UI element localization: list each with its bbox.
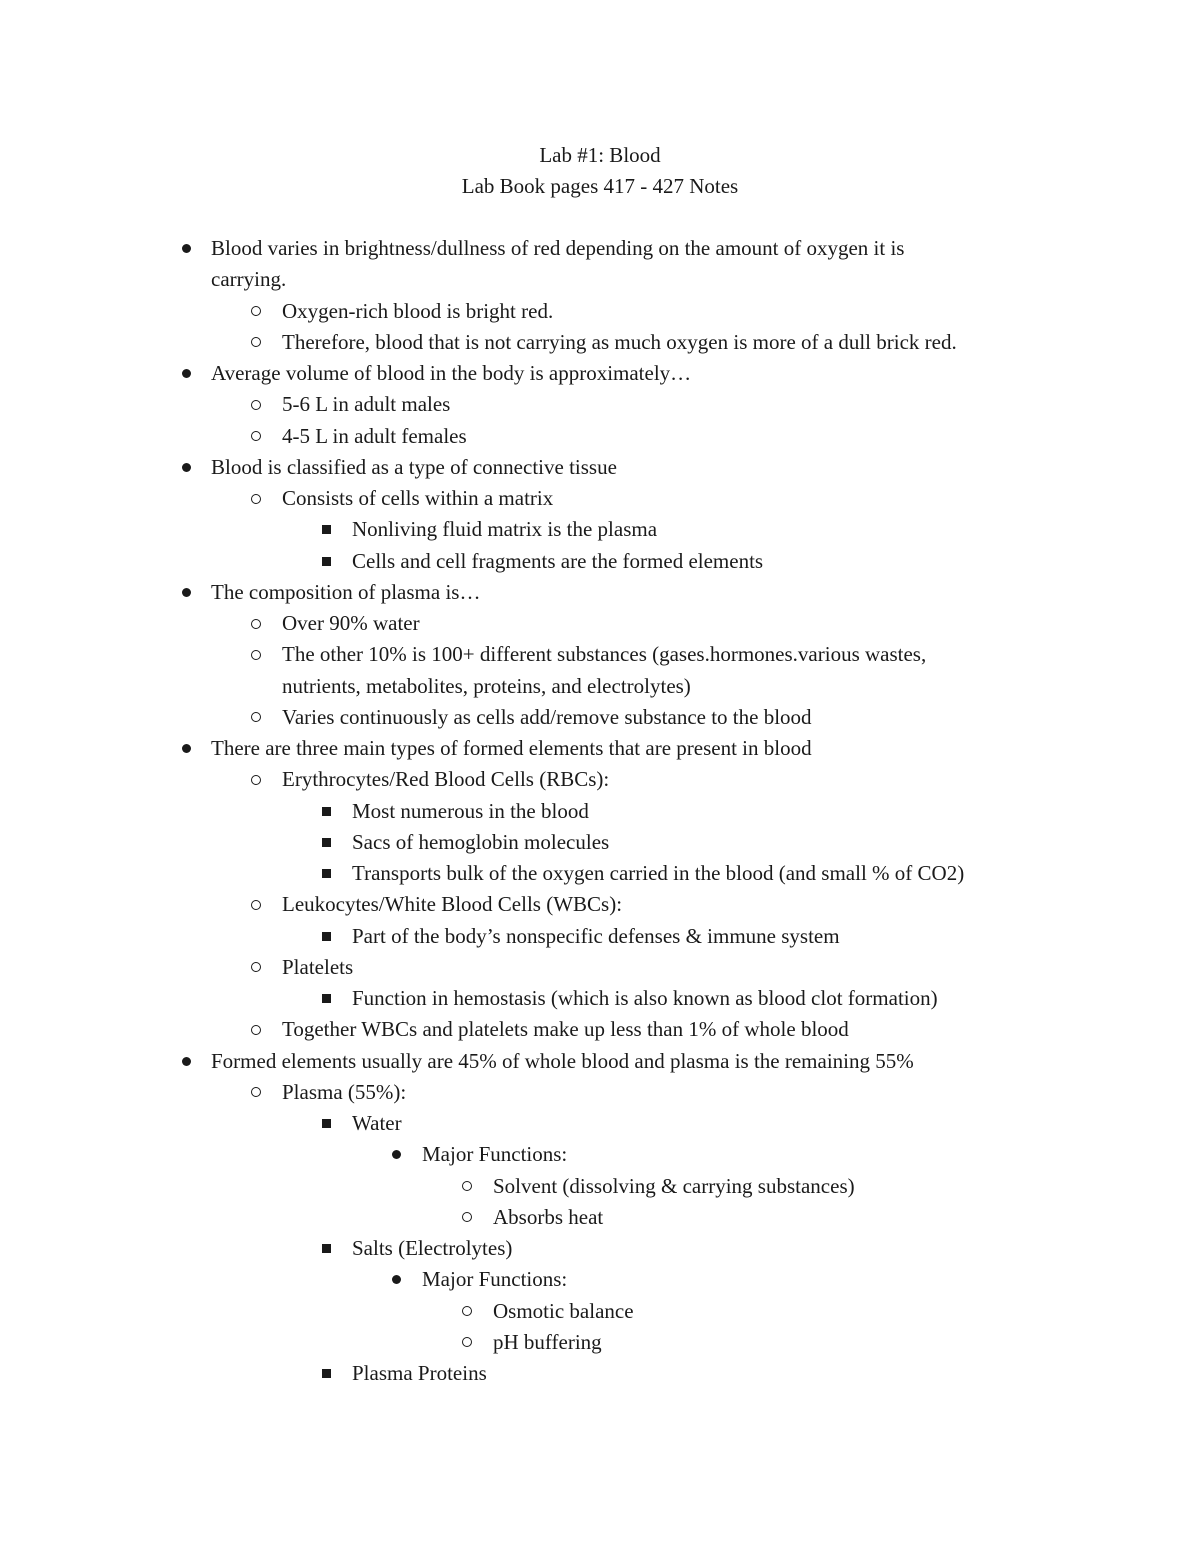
bullet-marker	[384, 1139, 408, 1170]
filled-square-bullet-icon	[322, 525, 331, 534]
list-item	[0, 921, 1200, 952]
filled-square-bullet-icon	[322, 869, 331, 878]
filled-circle-bullet-icon	[182, 588, 191, 597]
bullet-marker	[174, 358, 198, 389]
list-item	[0, 733, 1200, 764]
bullet-marker	[314, 1358, 338, 1389]
bullet-marker	[244, 889, 268, 920]
bullet-marker	[244, 483, 268, 514]
list-item-continuation	[0, 264, 1200, 295]
list-item-text: Over 90% water	[282, 611, 420, 635]
list-item	[0, 577, 1200, 608]
list-item	[0, 764, 1200, 795]
list-item	[0, 389, 1200, 420]
list-item-text: pH buffering	[493, 1329, 602, 1354]
filled-circle-bullet-icon	[392, 1150, 401, 1159]
bullet-marker	[314, 1108, 338, 1139]
list-item	[0, 952, 1200, 983]
list-item	[0, 1108, 1200, 1139]
list-item-text: Erythrocytes/Red Blood Cells (RBCs):	[282, 767, 610, 792]
list-item-text: Most numerous in the blood	[352, 798, 589, 823]
list-item-text: Blood is classified as a type of connective tissue	[211, 454, 617, 479]
bullet-marker	[314, 827, 338, 858]
list-item	[0, 233, 1200, 264]
filled-square-bullet-icon	[322, 1244, 331, 1253]
filled-square-bullet-icon	[322, 557, 331, 566]
list-item	[0, 639, 1200, 670]
bullet-marker	[244, 764, 268, 795]
filled-square-bullet-icon	[322, 1119, 331, 1128]
list-item	[0, 889, 1200, 920]
bullet-marker	[244, 1014, 268, 1045]
filled-square-bullet-icon	[322, 994, 331, 1003]
bullet-marker	[455, 1327, 479, 1358]
list-item	[0, 1233, 1200, 1264]
bullet-marker	[314, 546, 338, 577]
list-item-continuation	[0, 671, 1200, 702]
hollow-circle-bullet-icon	[251, 1087, 261, 1097]
filled-circle-bullet-icon	[182, 369, 191, 378]
list-item	[0, 1327, 1200, 1358]
bullet-marker	[244, 702, 268, 733]
list-item-text: Oxygen-rich blood is bright red.	[282, 298, 554, 323]
hollow-circle-bullet-icon	[251, 775, 261, 785]
filled-circle-bullet-icon	[182, 244, 191, 253]
hollow-circle-bullet-icon	[251, 900, 261, 910]
hollow-circle-bullet-icon	[462, 1212, 472, 1222]
list-item	[0, 546, 1200, 577]
hollow-circle-bullet-icon	[251, 650, 261, 660]
hollow-circle-bullet-icon	[251, 337, 261, 347]
hollow-circle-bullet-icon	[251, 712, 261, 722]
bullet-marker	[174, 233, 198, 264]
filled-square-bullet-icon	[322, 838, 331, 847]
list-item-text: Absorbs heat	[493, 1204, 604, 1229]
bullet-marker	[244, 1077, 268, 1108]
list-item	[0, 421, 1200, 452]
bullet-marker	[244, 639, 268, 670]
hollow-circle-bullet-icon	[251, 962, 261, 972]
bullet-marker	[244, 389, 268, 420]
list-item-text: 5-6 L in adult males	[282, 392, 451, 417]
list-item	[0, 358, 1200, 389]
bullet-marker	[174, 452, 198, 483]
list-item	[0, 1171, 1200, 1202]
list-item-text: Average volume of blood in the body is approximately…	[211, 361, 692, 385]
list-item-text: Osmotic balance	[493, 1298, 634, 1323]
list-item-text: Nonliving fluid matrix is the plasma	[352, 517, 658, 542]
list-item-text: Water	[352, 1111, 402, 1135]
list-item-text: Sacs of hemoglobin molecules	[352, 829, 610, 854]
bullet-marker	[244, 327, 268, 358]
bullet-marker	[174, 733, 198, 764]
list-item	[0, 296, 1200, 327]
filled-circle-bullet-icon	[182, 744, 191, 753]
hollow-circle-bullet-icon	[462, 1181, 472, 1191]
list-item-text: Cells and cell fragments are the formed elements	[352, 548, 764, 573]
list-item	[0, 1202, 1200, 1233]
hollow-circle-bullet-icon	[462, 1306, 472, 1316]
list-item	[0, 1077, 1200, 1108]
list-item-text: Transports bulk of the oxygen carried in the blood (and small % of CO2)	[352, 861, 965, 885]
list-item-text: Plasma Proteins	[352, 1361, 487, 1385]
hollow-circle-bullet-icon	[251, 619, 261, 629]
filled-square-bullet-icon	[322, 932, 331, 941]
bullet-marker	[244, 952, 268, 983]
list-item	[0, 483, 1200, 514]
hollow-circle-bullet-icon	[251, 400, 261, 410]
list-item-text: There are three main types of formed elements that are present in blood	[211, 736, 812, 760]
list-item	[0, 858, 1200, 889]
list-item	[0, 608, 1200, 639]
list-item-text: Major Functions:	[422, 1267, 568, 1292]
list-item	[0, 827, 1200, 858]
list-item-text: Platelets	[282, 954, 354, 979]
page-subtitle: Lab Book pages 417 - 427 Notes	[461, 174, 739, 198]
list-item-text: carrying.	[211, 267, 287, 292]
list-item	[0, 452, 1200, 483]
list-item	[0, 1358, 1200, 1389]
list-item-text: Plasma (55%):	[282, 1079, 407, 1104]
list-item	[0, 702, 1200, 733]
bullet-marker	[174, 1046, 198, 1077]
list-item	[0, 327, 1200, 358]
bullet-marker	[174, 577, 198, 608]
list-item-text: The composition of plasma is…	[211, 579, 481, 604]
bullet-marker	[314, 1233, 338, 1264]
list-item	[0, 1014, 1200, 1045]
bullet-marker	[314, 514, 338, 545]
list-item-text: Together WBCs and platelets make up less than 1% of whole blood	[282, 1017, 849, 1042]
bullet-marker	[455, 1296, 479, 1327]
bullet-marker	[244, 421, 268, 452]
filled-circle-bullet-icon	[182, 1057, 191, 1066]
hollow-circle-bullet-icon	[251, 494, 261, 504]
filled-circle-bullet-icon	[182, 463, 191, 472]
hollow-circle-bullet-icon	[462, 1337, 472, 1347]
filled-square-bullet-icon	[322, 807, 331, 816]
bullet-marker	[455, 1202, 479, 1233]
list-item-text: Varies continuously as cells add/remove substance to the blood	[282, 704, 812, 729]
list-item	[0, 1296, 1200, 1327]
list-item	[0, 1139, 1200, 1170]
list-item-text: Therefore, blood that is not carrying as much oxygen is more of a dull brick red.	[282, 329, 957, 354]
bullet-marker	[384, 1264, 408, 1295]
hollow-circle-bullet-icon	[251, 1025, 261, 1035]
filled-circle-bullet-icon	[392, 1275, 401, 1284]
bullet-marker	[244, 296, 268, 327]
list-item	[0, 514, 1200, 545]
list-item-text: Consists of cells within a matrix	[282, 486, 554, 510]
list-item	[0, 983, 1200, 1014]
list-item-text: Solvent (dissolving & carrying substances)	[493, 1173, 855, 1198]
bullet-marker	[314, 983, 338, 1014]
bullet-marker	[314, 858, 338, 889]
bullet-marker	[314, 796, 338, 827]
page-title: Lab #1: Blood	[539, 143, 661, 167]
list-item	[0, 796, 1200, 827]
hollow-circle-bullet-icon	[251, 431, 261, 441]
notes-list	[0, 233, 1200, 1389]
list-item-text: Function in hemostasis (which is also known as blood clot formation)	[352, 986, 938, 1010]
list-item	[0, 1046, 1200, 1077]
list-item-text: Major Functions:	[422, 1142, 568, 1167]
bullet-marker	[244, 608, 268, 639]
list-item-text: Salts (Electrolytes)	[352, 1236, 513, 1260]
list-item-text: 4-5 L in adult females	[282, 423, 467, 448]
list-item-text: Leukocytes/White Blood Cells (WBCs):	[282, 892, 623, 917]
list-item-text: The other 10% is 100+ different substances (gases.hormones.various wastes,	[282, 642, 927, 667]
list-item-text: Blood varies in brightness/dullness of red depending on the amount of oxygen it is	[211, 236, 905, 260]
list-item-text: Formed elements usually are 45% of whole blood and plasma is the remaining 55%	[211, 1048, 914, 1073]
title-block	[0, 140, 1200, 202]
bullet-marker	[314, 921, 338, 952]
list-item	[0, 1264, 1200, 1295]
hollow-circle-bullet-icon	[251, 306, 261, 316]
bullet-marker	[455, 1171, 479, 1202]
list-item-text: nutrients, metabolites, proteins, and electrolytes)	[282, 673, 691, 698]
list-item-text: Part of the body’s nonspecific defenses & immune system	[352, 923, 840, 948]
filled-square-bullet-icon	[322, 1369, 331, 1378]
